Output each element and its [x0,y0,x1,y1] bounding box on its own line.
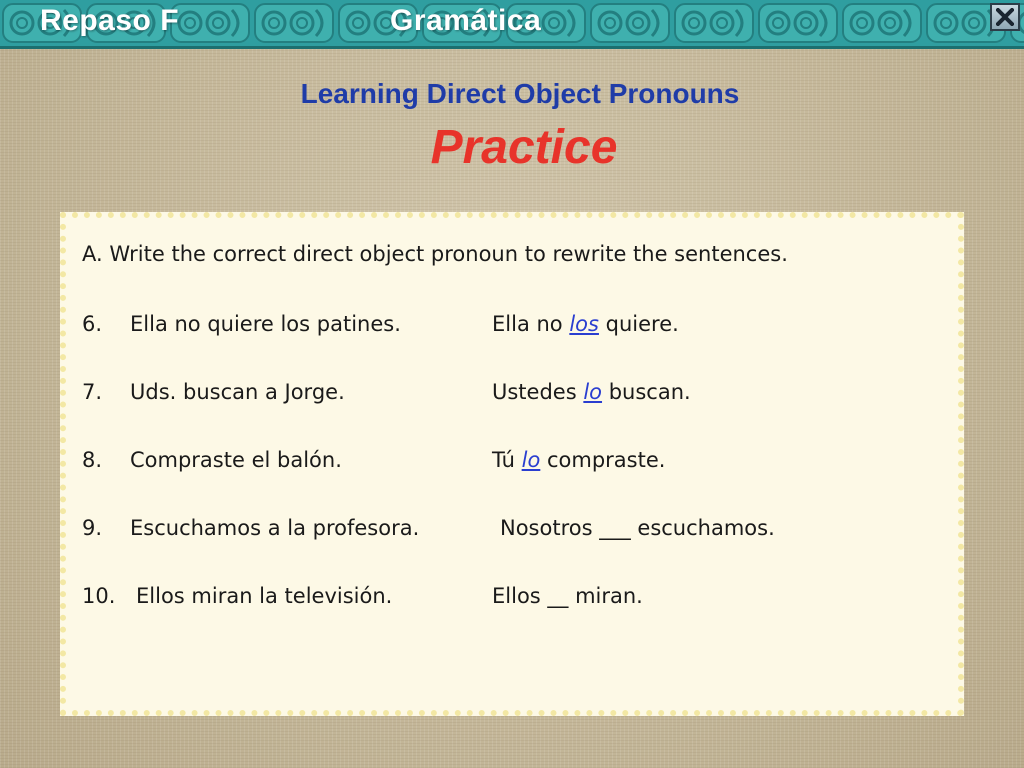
original-sentence: Escuchamos a la profesora. [130,516,420,540]
item-number: 10. [82,584,116,608]
original-sentence: Uds. buscan a Jorge. [130,380,345,404]
close-icon [996,8,1014,26]
item-number: 9. [82,516,103,540]
rewritten-sentence [492,448,665,472]
rewritten-sentence [492,584,643,608]
answer-blank[interactable]: lo [583,380,603,404]
rewrite-suffix: quiere. [598,312,679,336]
rewrite-suffix: compraste. [540,448,666,472]
rewrite-suffix: escuchamos. [630,516,775,540]
rewrite-prefix: Ustedes [492,380,584,404]
close-button[interactable] [990,3,1020,31]
item-number: 7. [82,380,103,404]
rewritten-sentence [500,516,775,540]
exercise-row [82,448,942,480]
exercise-row [82,584,942,616]
rewrite-prefix: Tú [492,448,522,472]
exercise-panel [60,212,964,716]
slide-subtitle: Learning Direct Object Pronouns [300,78,740,109]
original-sentence: Ellos miran la televisión. [136,584,393,608]
exercise-row [82,516,942,548]
rewrite-suffix: miran. [568,584,643,608]
exercise-row [82,380,942,412]
rewrite-prefix: Nosotros [500,516,600,540]
slide-title: Practice [430,121,618,174]
item-number: 8. [82,448,103,472]
exercise-instruction: A. Write the correct direct object pronoun to rewrite the sentences. [82,242,788,266]
answer-blank[interactable]: ___ [599,516,631,540]
exercise-row [82,312,942,344]
header-band [0,0,1024,49]
answer-blank[interactable]: __ [547,584,569,608]
rewritten-sentence [492,380,691,404]
item-number: 6. [82,312,103,336]
answer-blank[interactable]: los [569,312,599,336]
rewritten-sentence [492,312,679,336]
header-topic-title: Gramática [390,4,542,37]
rewrite-suffix: buscan. [602,380,691,404]
rewrite-prefix: Ella no [492,312,570,336]
original-sentence: Compraste el balón. [130,448,342,472]
header-section-title: Repaso F [40,4,180,37]
original-sentence: Ella no quiere los patines. [130,312,401,336]
answer-blank[interactable]: lo [521,448,541,472]
rewrite-prefix: Ellos [492,584,548,608]
